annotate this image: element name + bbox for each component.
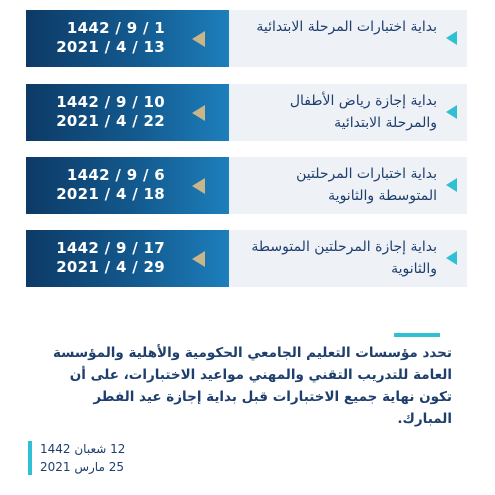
date-text [56, 239, 165, 277]
announcement-text: تحدد مؤسسات التعليم الجامعي الحكومية والأهلية والمؤسسة العامة للتدريب التقني والمهني مواعيد الاختبارات، على أن تكون نهاية جميع الاختبارات قبل بداية إجازة عيد الفطر المبارك. [52, 345, 452, 427]
triangle-left-icon [446, 105, 457, 119]
date-box [26, 10, 229, 67]
gregorian-date: 2021 / 4 / 29 [56, 258, 165, 276]
triangle-left-icon [192, 251, 205, 267]
hijri-date: 1442 / 9 / 17 [56, 239, 165, 257]
label-box [229, 230, 467, 287]
hijri-date: 1442 / 9 / 6 [66, 166, 165, 184]
schedule-row [26, 230, 467, 287]
triangle-left-icon [192, 31, 205, 47]
gregorian-date: 2021 / 4 / 13 [56, 38, 165, 56]
date-box [26, 230, 229, 287]
event-label: بداية اختبارات المرحلة الابتدائية [256, 19, 437, 35]
date-box [26, 157, 229, 214]
date-text [56, 166, 165, 204]
hijri-date: 1442 / 9 / 10 [56, 93, 165, 111]
label-box [229, 84, 467, 141]
triangle-left-icon [446, 178, 457, 192]
publish-date-hijri: 12 شعبان 1442 [40, 442, 126, 456]
date-text [56, 19, 165, 57]
schedule-row [26, 10, 467, 67]
schedule-row [26, 84, 467, 141]
triangle-left-icon [192, 105, 205, 121]
date-text [56, 93, 165, 131]
gregorian-date: 2021 / 4 / 22 [56, 112, 165, 130]
event-label: بداية اختبارات المرحلتين المتوسطة والثانوية [296, 166, 437, 204]
schedule-row [26, 157, 467, 214]
triangle-left-icon [446, 251, 457, 265]
event-label: بداية إجازة المرحلتين المتوسطة والثانوية [251, 239, 437, 277]
label-box [229, 157, 467, 214]
gregorian-date: 2021 / 4 / 18 [56, 185, 165, 203]
date-accent-bar [28, 441, 32, 475]
publish-date-gregorian: 25 مارس 2021 [40, 460, 124, 474]
triangle-left-icon [192, 178, 205, 194]
label-box [229, 10, 467, 67]
triangle-left-icon [446, 31, 457, 45]
date-box [26, 84, 229, 141]
accent-divider [394, 333, 440, 337]
event-label: بداية إجازة رياض الأطفال والمرحلة الابتدائية [289, 93, 437, 131]
hijri-date: 1442 / 9 / 1 [66, 19, 165, 37]
